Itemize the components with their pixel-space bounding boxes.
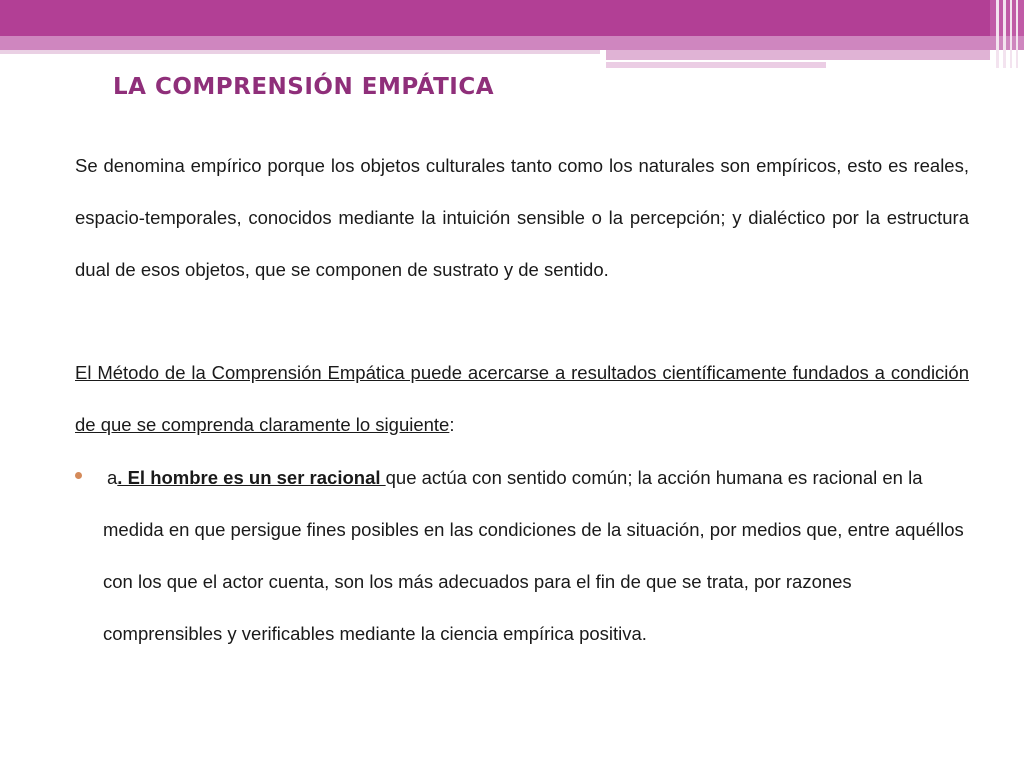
header-banner-band [0, 36, 1024, 50]
slide-title: LA COMPRENSIÓN EMPÁTICA [113, 74, 495, 100]
bullet-dot-icon [75, 472, 82, 479]
decorative-line [1010, 0, 1012, 68]
header-banner [0, 0, 990, 36]
paragraph-metodo-tail: : [449, 414, 455, 435]
decorative-line [1016, 0, 1018, 68]
paragraph-metodo [75, 347, 969, 451]
header-right-strip-thin [606, 62, 826, 68]
bullet-item [75, 452, 975, 660]
header-right-strip [606, 50, 990, 60]
decorative-line [1003, 0, 1006, 68]
bullet-text [103, 452, 973, 660]
decorative-line [996, 0, 999, 68]
paragraph-metodo-underlined: El Método de la Comprensión Empática puede acercarse a resultados científicamente fundados a condición de que se comprenda claramente lo siguiente [75, 362, 969, 435]
bullet-rest: que actúa con sentido común; la acción humana es racional en la medida en que persigue fines posibles en las condiciones de la situación, por medios que, entre aquéllos con los que el actor cuenta, son los más adecuados para el fin de que se trata, por razones comprensibles y verificables mediante la ciencia empírica positiva. [103, 467, 964, 644]
paragraph-empirico: Se denomina empírico porque los objetos culturales tanto como los naturales son empíricos, esto es reales, espacio-temporales, conocidos mediante la intuición sensible o la percepción; y dialéctico por la estructura dual de esos objetos, que se componen de sustrato y de sentido. [75, 155, 969, 280]
bullet-emphasis: . El hombre es un ser racional [117, 467, 386, 488]
bullet-prefix: a [107, 467, 118, 488]
header-banner-stripe [0, 50, 600, 54]
